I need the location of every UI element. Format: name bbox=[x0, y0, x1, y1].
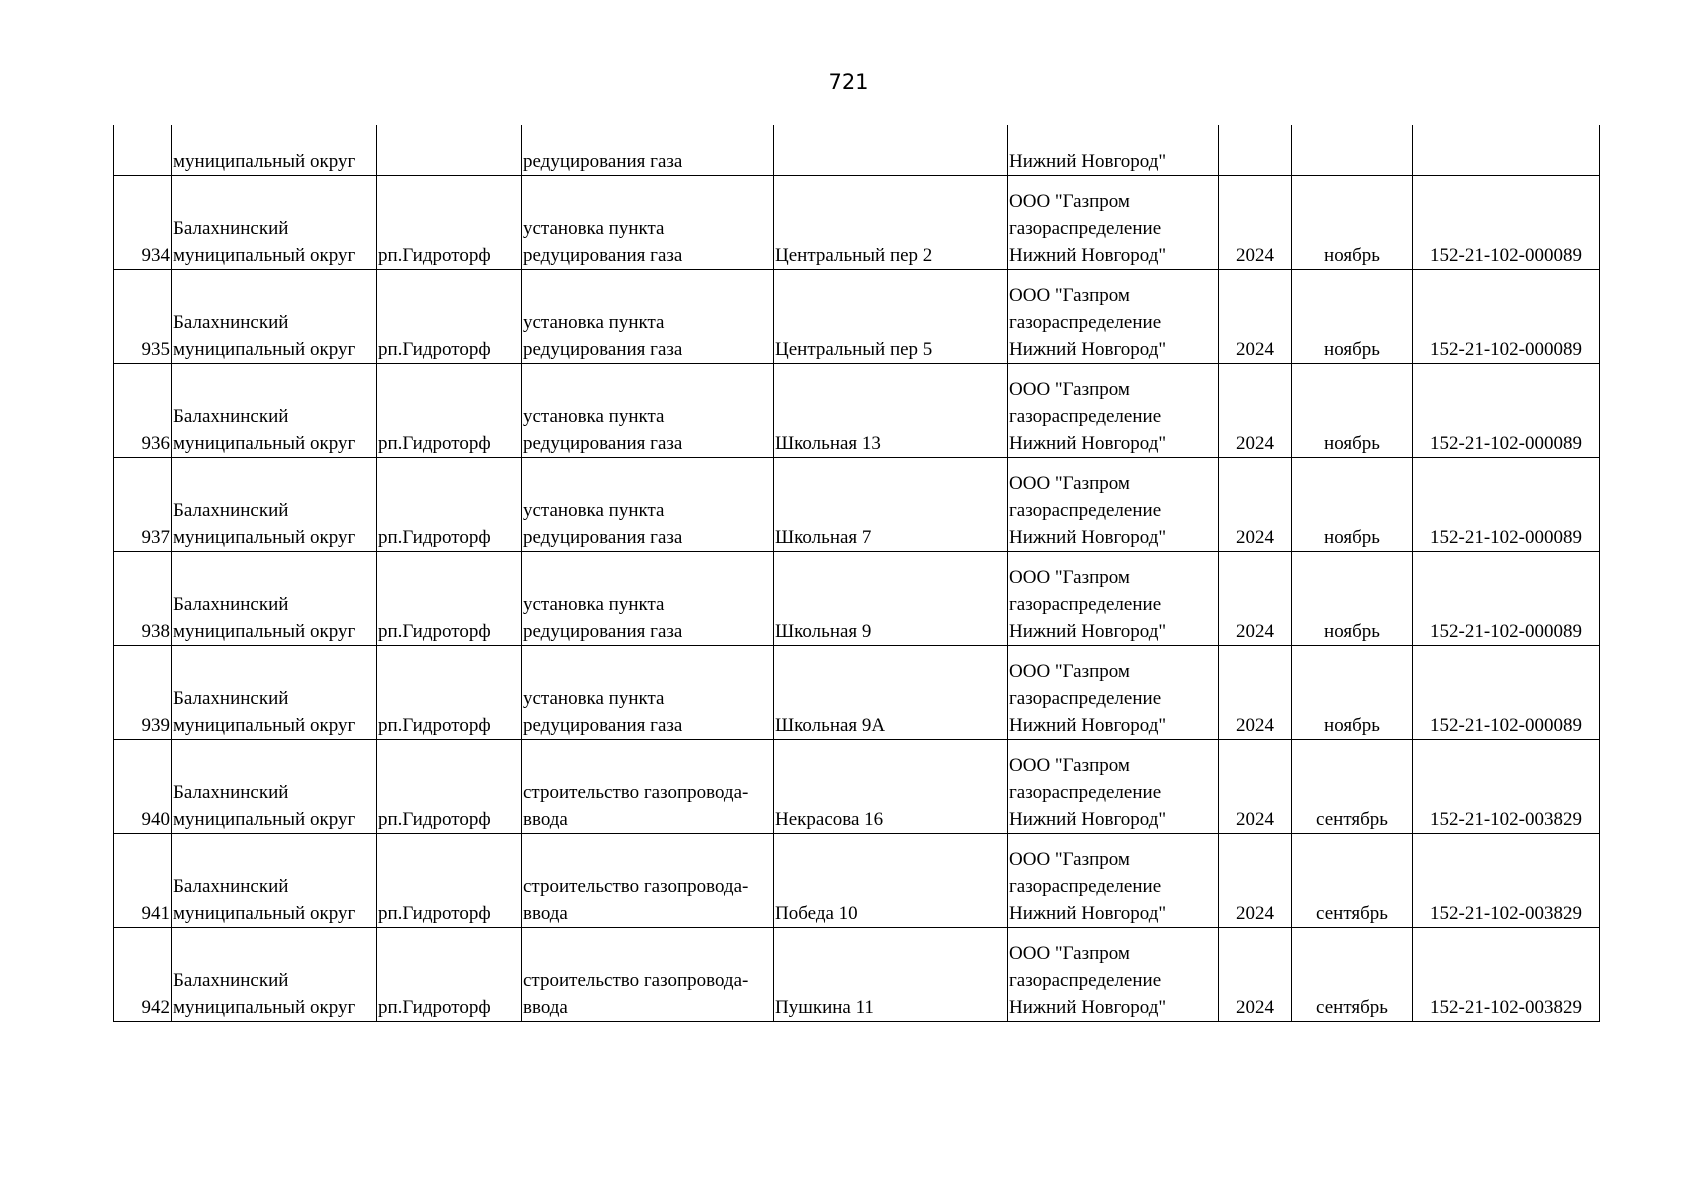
org-cell-line: ООО "Газпром bbox=[1009, 472, 1130, 494]
org-cell-line: ООО "Газпром bbox=[1009, 848, 1130, 870]
num-cell bbox=[114, 125, 172, 175]
table-row bbox=[114, 175, 1600, 269]
district-cell bbox=[172, 551, 377, 645]
org-cell-line: газораспределение bbox=[1009, 217, 1162, 239]
work-cell bbox=[522, 457, 774, 551]
table-row bbox=[114, 739, 1600, 833]
address-cell: Центральный пер 5 bbox=[774, 269, 1008, 363]
district-cell-line: муниципальный округ bbox=[173, 808, 356, 830]
gas-works-table bbox=[113, 125, 1600, 1022]
district-cell-line: муниципальный округ bbox=[173, 620, 356, 642]
year-cell: 2024 bbox=[1219, 457, 1292, 551]
address-cell: Победа 10 bbox=[774, 833, 1008, 927]
month-cell: сентябрь bbox=[1292, 833, 1413, 927]
address-cell: Школьная 9А bbox=[774, 645, 1008, 739]
work-cell-line: установка пункта bbox=[523, 593, 665, 615]
month-cell bbox=[1292, 125, 1413, 175]
district-cell-line: муниципальный округ bbox=[173, 526, 356, 548]
year-cell: 2024 bbox=[1219, 551, 1292, 645]
org-cell-line: Нижний Новгород" bbox=[1009, 432, 1167, 454]
row-number: 936 bbox=[114, 363, 172, 457]
settlement-cell: рп.Гидроторф bbox=[377, 269, 522, 363]
work-cell-line: строительство газопровода- bbox=[523, 875, 749, 897]
month-cell: ноябрь bbox=[1292, 457, 1413, 551]
district-cell-line: Балахнинский bbox=[173, 593, 289, 615]
row-number: 938 bbox=[114, 551, 172, 645]
settlement-cell: рп.Гидроторф bbox=[377, 175, 522, 269]
work-cell-line: ввода bbox=[523, 808, 568, 830]
district-cell-line: муниципальный округ bbox=[173, 902, 356, 924]
work-cell-line: редуцирования газа bbox=[523, 338, 683, 360]
work-cell-line: установка пункта bbox=[523, 499, 665, 521]
district-cell bbox=[172, 739, 377, 833]
settlement-cell: рп.Гидроторф bbox=[377, 739, 522, 833]
settlement-cell: рп.Гидроторф bbox=[377, 551, 522, 645]
code-cell: 152-21-102-003829 bbox=[1413, 739, 1600, 833]
org-cell bbox=[1008, 927, 1219, 1021]
work-cell bbox=[522, 645, 774, 739]
year-cell: 2024 bbox=[1219, 927, 1292, 1021]
district-cell bbox=[172, 363, 377, 457]
org-cell-line: Нижний Новгород" bbox=[1009, 526, 1167, 548]
year-cell: 2024 bbox=[1219, 645, 1292, 739]
org-cell-line: Нижний Новгород" bbox=[1009, 902, 1167, 924]
table-row bbox=[114, 363, 1600, 457]
table-row bbox=[114, 927, 1600, 1021]
year-cell bbox=[1219, 125, 1292, 175]
month-cell: ноябрь bbox=[1292, 269, 1413, 363]
month-cell: ноябрь bbox=[1292, 551, 1413, 645]
org-cell-line: ООО "Газпром bbox=[1009, 660, 1130, 682]
code-cell: 152-21-102-000089 bbox=[1413, 363, 1600, 457]
org-cell-line: ООО "Газпром bbox=[1009, 566, 1130, 588]
address-cell: Центральный пер 2 bbox=[774, 175, 1008, 269]
year-cell: 2024 bbox=[1219, 739, 1292, 833]
district-cell-line: муниципальный округ bbox=[173, 338, 356, 360]
org-cell-line: Нижний Новгород" bbox=[1009, 808, 1167, 830]
work-cell-line: установка пункта bbox=[523, 217, 665, 239]
settlement-cell: рп.Гидроторф bbox=[377, 927, 522, 1021]
code-cell: 152-21-102-003829 bbox=[1413, 833, 1600, 927]
work-cell bbox=[522, 833, 774, 927]
work-cell bbox=[522, 739, 774, 833]
org-cell-line: газораспределение bbox=[1009, 969, 1162, 991]
table-row bbox=[114, 833, 1600, 927]
address-cell bbox=[774, 125, 1008, 175]
district-cell-line: Балахнинский bbox=[173, 687, 289, 709]
org-cell-line: ООО "Газпром bbox=[1009, 754, 1130, 776]
work-cell-line: ввода bbox=[523, 996, 568, 1018]
settlement-cell: рп.Гидроторф bbox=[377, 645, 522, 739]
district-cell-line: муниципальный округ bbox=[173, 432, 356, 454]
org-cell bbox=[1008, 645, 1219, 739]
row-number: 934 bbox=[114, 175, 172, 269]
work-cell-line: редуцирования газа bbox=[523, 714, 683, 736]
month-cell: ноябрь bbox=[1292, 645, 1413, 739]
year-cell: 2024 bbox=[1219, 833, 1292, 927]
work-cell-line: редуцирования газа bbox=[523, 526, 683, 548]
district-cell bbox=[172, 833, 377, 927]
settlement-cell: рп.Гидроторф bbox=[377, 363, 522, 457]
org-cell bbox=[1008, 175, 1219, 269]
month-cell: ноябрь bbox=[1292, 363, 1413, 457]
address-cell: Школьная 13 bbox=[774, 363, 1008, 457]
code-cell: 152-21-102-003829 bbox=[1413, 927, 1600, 1021]
org-cell-line: ООО "Газпром bbox=[1009, 284, 1130, 306]
org-cell bbox=[1008, 269, 1219, 363]
settlement-cell: рп.Гидроторф bbox=[377, 457, 522, 551]
row-number: 935 bbox=[114, 269, 172, 363]
work-cell bbox=[522, 175, 774, 269]
work-cell-line: установка пункта bbox=[523, 405, 665, 427]
work-cell-line: установка пункта bbox=[523, 687, 665, 709]
org-cell-line: газораспределение bbox=[1009, 405, 1162, 427]
org-cell-line: Нижний Новгород" bbox=[1009, 244, 1167, 266]
org-cell-line: Нижний Новгород" bbox=[1009, 714, 1167, 736]
work-cell bbox=[522, 551, 774, 645]
org-cell-line: газораспределение bbox=[1009, 875, 1162, 897]
org-cell-line: газораспределение bbox=[1009, 593, 1162, 615]
district-cell: муниципальный округ bbox=[172, 125, 377, 175]
table-row bbox=[114, 269, 1600, 363]
org-cell-line: Нижний Новгород" bbox=[1009, 338, 1167, 360]
year-cell: 2024 bbox=[1219, 269, 1292, 363]
row-number: 940 bbox=[114, 739, 172, 833]
org-cell-line: газораспределение bbox=[1009, 781, 1162, 803]
district-cell-line: Балахнинский bbox=[173, 405, 289, 427]
org-cell: Нижний Новгород" bbox=[1008, 125, 1219, 175]
code-cell: 152-21-102-000089 bbox=[1413, 269, 1600, 363]
table-row bbox=[114, 551, 1600, 645]
work-cell-line: строительство газопровода- bbox=[523, 969, 749, 991]
work-cell-line: строительство газопровода- bbox=[523, 781, 749, 803]
district-cell-line: муниципальный округ bbox=[173, 244, 356, 266]
table-row bbox=[114, 645, 1600, 739]
district-cell-line: муниципальный округ bbox=[173, 996, 356, 1018]
org-cell bbox=[1008, 363, 1219, 457]
district-cell bbox=[172, 175, 377, 269]
work-cell bbox=[522, 363, 774, 457]
district-cell-line: Балахнинский bbox=[173, 311, 289, 333]
work-cell-line: редуцирования газа bbox=[523, 620, 683, 642]
org-cell-line: ООО "Газпром bbox=[1009, 942, 1130, 964]
org-cell bbox=[1008, 833, 1219, 927]
year-cell: 2024 bbox=[1219, 175, 1292, 269]
district-cell bbox=[172, 457, 377, 551]
code-cell: 152-21-102-000089 bbox=[1413, 457, 1600, 551]
row-number: 942 bbox=[114, 927, 172, 1021]
year-cell: 2024 bbox=[1219, 363, 1292, 457]
row-number: 941 bbox=[114, 833, 172, 927]
district-cell bbox=[172, 927, 377, 1021]
page-number: 721 bbox=[828, 70, 869, 94]
address-cell: Школьная 7 bbox=[774, 457, 1008, 551]
address-cell: Пушкина 11 bbox=[774, 927, 1008, 1021]
work-cell-line: редуцирования газа bbox=[523, 244, 683, 266]
org-cell-line: газораспределение bbox=[1009, 687, 1162, 709]
org-cell-line: газораспределение bbox=[1009, 499, 1162, 521]
district-cell-line: Балахнинский bbox=[173, 217, 289, 239]
org-cell-line: Нижний Новгород" bbox=[1009, 620, 1167, 642]
settlement-cell: рп.Гидроторф bbox=[377, 833, 522, 927]
settlement-cell bbox=[377, 125, 522, 175]
org-cell bbox=[1008, 551, 1219, 645]
code-cell: 152-21-102-000089 bbox=[1413, 551, 1600, 645]
month-cell: сентябрь bbox=[1292, 739, 1413, 833]
row-number: 939 bbox=[114, 645, 172, 739]
district-cell bbox=[172, 269, 377, 363]
work-cell-line: редуцирования газа bbox=[523, 432, 683, 454]
district-cell-line: Балахнинский bbox=[173, 499, 289, 521]
district-cell-line: Балахнинский bbox=[173, 969, 289, 991]
district-cell bbox=[172, 645, 377, 739]
work-cell-line: установка пункта bbox=[523, 311, 665, 333]
address-cell: Школьная 9 bbox=[774, 551, 1008, 645]
district-cell-line: муниципальный округ bbox=[173, 714, 356, 736]
district-cell-line: Балахнинский bbox=[173, 781, 289, 803]
code-cell: 152-21-102-000089 bbox=[1413, 175, 1600, 269]
code-cell bbox=[1413, 125, 1600, 175]
address-cell: Некрасова 16 bbox=[774, 739, 1008, 833]
row-number: 937 bbox=[114, 457, 172, 551]
work-cell bbox=[522, 269, 774, 363]
table-row bbox=[114, 457, 1600, 551]
month-cell: ноябрь bbox=[1292, 175, 1413, 269]
district-cell-line: Балахнинский bbox=[173, 875, 289, 897]
code-cell: 152-21-102-000089 bbox=[1413, 645, 1600, 739]
work-cell-line: ввода bbox=[523, 902, 568, 924]
org-cell-line: газораспределение bbox=[1009, 311, 1162, 333]
org-cell-line: Нижний Новгород" bbox=[1009, 996, 1167, 1018]
work-cell: редуцирования газа bbox=[522, 125, 774, 175]
continuation-row bbox=[114, 125, 1600, 175]
org-cell bbox=[1008, 457, 1219, 551]
work-cell bbox=[522, 927, 774, 1021]
month-cell: сентябрь bbox=[1292, 927, 1413, 1021]
org-cell-line: ООО "Газпром bbox=[1009, 190, 1130, 212]
org-cell bbox=[1008, 739, 1219, 833]
org-cell-line: ООО "Газпром bbox=[1009, 378, 1130, 400]
